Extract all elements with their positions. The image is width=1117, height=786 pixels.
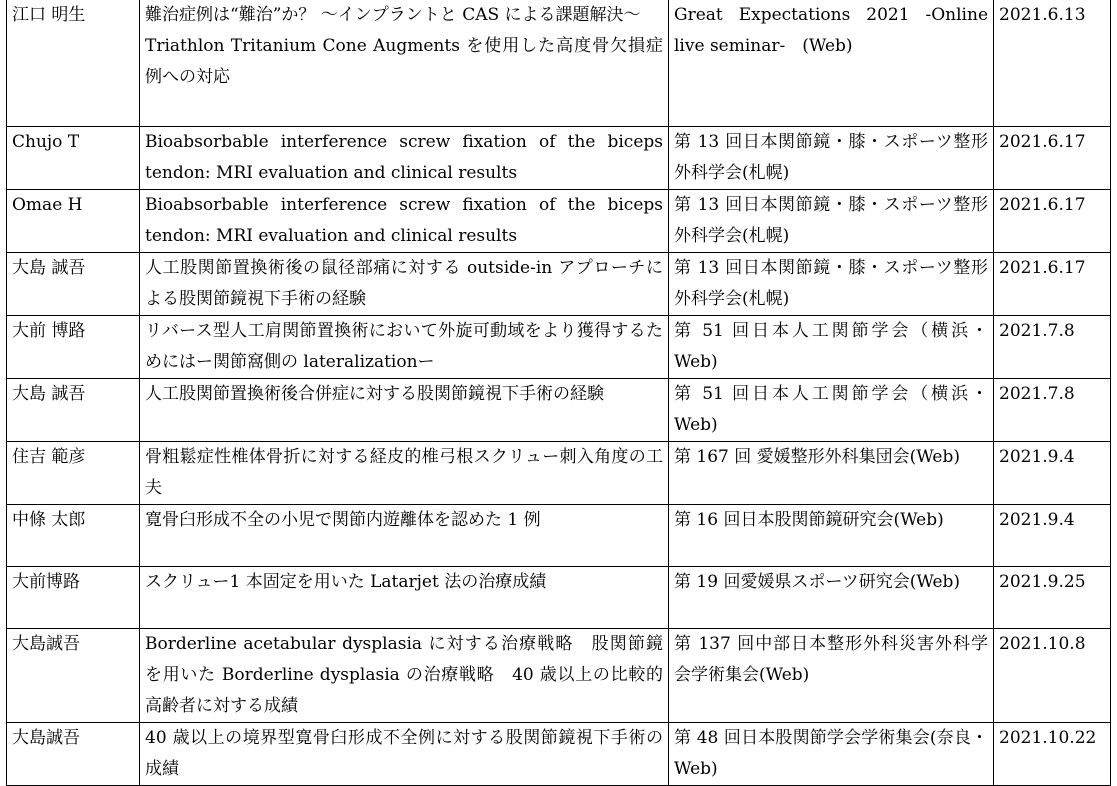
author-cell (7, 379, 140, 442)
author-cell (7, 253, 140, 316)
date-cell (994, 0, 1111, 127)
author-cell (7, 190, 140, 253)
venue-cell (669, 567, 994, 629)
title-cell (140, 505, 669, 567)
table-row (7, 0, 1111, 127)
author-cell (7, 629, 140, 723)
presentation-title: Bioabsorbable interference screw fixation of the biceps tendon: MRI evaluation and clinical results (145, 195, 663, 246)
date-cell (994, 190, 1111, 253)
venue-cell (669, 127, 994, 190)
date-cell (994, 723, 1111, 786)
venue-cell (669, 629, 994, 723)
title-cell (140, 0, 669, 127)
date-cell (994, 567, 1111, 629)
presentation-date: 2021.10.8 (999, 634, 1086, 654)
author-name: 大島 誠吾 (12, 384, 86, 404)
title-cell (140, 316, 669, 379)
venue-cell (669, 253, 994, 316)
table-row (7, 505, 1111, 567)
author-cell (7, 127, 140, 190)
author-name: 江口 明生 (12, 5, 86, 25)
date-cell (994, 379, 1111, 442)
author-name: 大島 誠吾 (12, 258, 86, 278)
date-cell (994, 316, 1111, 379)
venue-cell (669, 190, 994, 253)
author-cell (7, 316, 140, 379)
table-row (7, 723, 1111, 786)
author-name: 大前 博路 (12, 321, 86, 341)
presentation-date: 2021.7.8 (999, 384, 1075, 404)
presentation-date: 2021.10.22 (999, 728, 1097, 748)
title-cell (140, 127, 669, 190)
venue-cell (669, 442, 994, 505)
presentation-date: 2021.9.4 (999, 510, 1075, 530)
title-cell (140, 379, 669, 442)
presentation-title: 寛骨臼形成不全の小児で関節内遊離体を認めた 1 例 (145, 510, 541, 530)
conference-venue: 第 13 回日本関節鏡・膝・スポーツ整形外科学会(札幌) (674, 132, 988, 183)
title-cell (140, 723, 669, 786)
table-row (7, 190, 1111, 253)
date-cell (994, 253, 1111, 316)
author-name: 住吉 範彦 (12, 447, 86, 467)
author-cell (7, 567, 140, 629)
presentation-date: 2021.6.13 (999, 5, 1086, 25)
presentation-date: 2021.6.17 (999, 132, 1086, 152)
author-cell (7, 0, 140, 127)
presentation-title: スクリュー1 本固定を用いた Latarjet 法の治療成績 (145, 572, 547, 592)
table-row (7, 379, 1111, 442)
title-cell (140, 253, 669, 316)
author-name: 大島誠吾 (12, 634, 80, 654)
venue-cell (669, 316, 994, 379)
conference-venue: 第 51 回日本人工関節学会（横浜・Web) (674, 321, 988, 372)
presentation-title: Borderline acetabular dysplasia に対する治療戦略 股関節鏡を用いた Borderline dysplasia の治療戦略 40 歳以上の比較的高齢者に対する成績 (145, 634, 663, 716)
conference-venue: 第 167 回 愛媛整形外科集団会(Web) (674, 447, 960, 467)
title-cell (140, 190, 669, 253)
venue-cell (669, 0, 994, 127)
author-name: 大島誠吾 (12, 728, 80, 748)
table-row (7, 127, 1111, 190)
date-cell (994, 442, 1111, 505)
table-row (7, 629, 1111, 723)
author-name: 大前博路 (12, 572, 80, 592)
title-cell (140, 567, 669, 629)
author-cell (7, 442, 140, 505)
author-name: Omae H (12, 195, 83, 215)
date-cell (994, 505, 1111, 567)
venue-cell (669, 505, 994, 567)
presentation-date: 2021.9.4 (999, 447, 1075, 467)
publication-table (6, 0, 1111, 786)
presentation-date: 2021.9.25 (999, 572, 1086, 592)
author-name: Chujo T (12, 132, 80, 152)
venue-cell (669, 379, 994, 442)
venue-cell (669, 723, 994, 786)
table-row (7, 316, 1111, 379)
conference-venue: 第 137 回中部日本整形外科災害外科学会学術集会(Web) (674, 634, 988, 685)
author-name: 中條 太郎 (12, 510, 86, 530)
conference-venue: 第 48 回日本股関節学会学術集会(奈良・Web) (674, 728, 988, 779)
presentation-title: 骨粗鬆症性椎体骨折に対する経皮的椎弓根スクリュー刺入角度の工夫 (145, 447, 663, 498)
date-cell (994, 127, 1111, 190)
conference-venue: 第 13 回日本関節鏡・膝・スポーツ整形外科学会(札幌) (674, 195, 988, 246)
presentation-title: 難治症例は“難治”か？ 〜インプラントと CAS による課題解決〜 Triathlon Tritanium Cone Augments を使用した高度骨欠損症例への対応 (145, 5, 663, 87)
author-cell (7, 505, 140, 567)
conference-venue: 第 51 回日本人工関節学会（横浜・Web) (674, 384, 988, 435)
presentation-title: 人工股関節置換術後の鼠径部痛に対する outside-in アプローチによる股関節鏡視下手術の経験 (145, 258, 663, 309)
presentation-date: 2021.6.17 (999, 195, 1086, 215)
presentation-title: 人工股関節置換術後合併症に対する股関節鏡視下手術の経験 (145, 384, 604, 404)
conference-venue: Great Expectations 2021 -Online live seminar- (Web) (674, 5, 988, 56)
presentation-date: 2021.6.17 (999, 258, 1086, 278)
presentation-title: Bioabsorbable interference screw fixation of the biceps tendon: MRI evaluation and clinical results (145, 132, 663, 183)
conference-venue: 第 13 回日本関節鏡・膝・スポーツ整形外科学会(札幌) (674, 258, 988, 309)
table-row (7, 442, 1111, 505)
presentation-title: リバース型人工肩関節置換術において外旋可動域をより獲得するためにはー関節窩側の lateralizationー (145, 321, 663, 372)
author-cell (7, 723, 140, 786)
title-cell (140, 629, 669, 723)
table-row (7, 253, 1111, 316)
conference-venue: 第 19 回愛媛県スポーツ研究会(Web) (674, 572, 961, 592)
presentation-title: 40 歳以上の境界型寛骨臼形成不全例に対する股関節鏡視下手術の成績 (145, 728, 663, 779)
date-cell (994, 629, 1111, 723)
presentation-date: 2021.7.8 (999, 321, 1075, 341)
table-row (7, 567, 1111, 629)
title-cell (140, 442, 669, 505)
conference-venue: 第 16 回日本股関節鏡研究会(Web) (674, 510, 944, 530)
